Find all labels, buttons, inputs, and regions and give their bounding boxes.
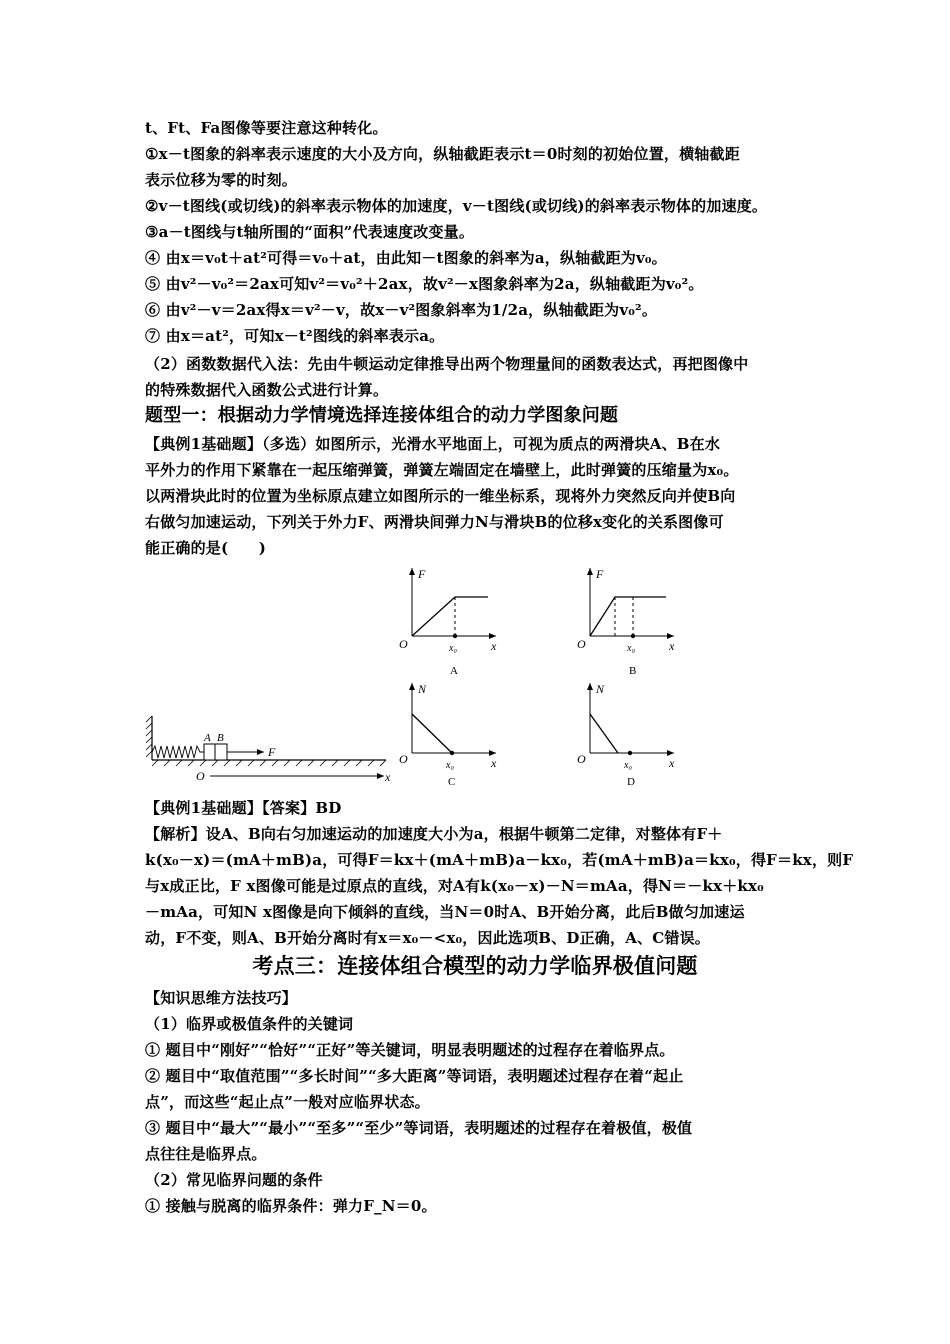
graph-d-origin: O xyxy=(577,752,586,766)
text-line: 表示位移为零的时刻。 xyxy=(145,171,298,189)
block-b-label: B xyxy=(217,732,224,744)
graph-c xyxy=(399,682,497,788)
explanation-line: 与x成正比，F x图像可能是过原点的直线，对A有k(x₀－x)－N＝mAa，得N＝－kx＋kx₀ xyxy=(145,877,764,895)
question-line: 能正确的是( ) xyxy=(145,539,266,557)
explanation-line: k(x₀－x)＝(mA＋mB)a，可得F＝kx＋(mA＋mB)a－kx₀，若(mA＋mB)a＝kx₀，得F＝kx，则F xyxy=(145,851,854,869)
explanation-line: 【解析】设A、B向右匀加速运动的加速度大小为a，根据牛顿第二定律，对整体有F＋ xyxy=(145,825,723,843)
question-line: 以两滑块此时的位置为坐标原点建立如图所示的一维坐标系，现将外力突然反向并使B向 xyxy=(145,487,736,505)
graph-b-ylabel: F xyxy=(596,567,604,581)
text-line: ① 接触与脱离的临界条件：弹力F_N＝0。 xyxy=(145,1197,437,1215)
graph-c-caption: C xyxy=(448,776,456,788)
text-line: ⑤ 由v²－v₀²＝2ax可知v²＝v₀²＋2ax，故v²－x图象斜率为2a，纵轴截距为v₀²。 xyxy=(145,275,704,293)
text-line: t、Ft、Fa图像等要注意这种转化。 xyxy=(145,119,388,137)
text-line: ③ 题目中“最大”“最小”“至多”“至少”等词语，表明题述的过程存在着极值，极值 xyxy=(145,1119,693,1137)
graph-c-xlabel: x xyxy=(491,756,497,770)
block-a-label: A xyxy=(204,732,211,744)
answer-line: 【典例1基础题】【答案】BD xyxy=(145,799,342,817)
question-line: 平外力的作用下紧靠在一起压缩弹簧，弹簧左端固定在墙壁上，此时弹簧的压缩量为x₀。 xyxy=(145,461,739,479)
text-line: 【知识思维方法技巧】 xyxy=(145,989,298,1007)
explanation-line: －mAa，可知N x图像是向下倾斜的直线，当N＝0时A、B开始分离，此后B做匀加速运 xyxy=(145,903,745,921)
question-line: 【典例1基础题】（多选）如图所示，光滑水平地面上，可视为质点的两滑块A、B在水 xyxy=(145,435,721,453)
graph-a-ylabel: F xyxy=(418,567,426,581)
graph-d-caption: D xyxy=(627,776,635,788)
graph-b-origin: O xyxy=(577,637,586,651)
graph-d-tick: x₀ xyxy=(624,760,632,771)
text-line: 点往往是临界点。 xyxy=(145,1145,267,1163)
graph-b-tick: x₀ xyxy=(627,643,635,654)
graph-a-caption: A xyxy=(450,665,458,677)
text-line: （1）临界或极值条件的关键词 xyxy=(145,1015,354,1033)
text-line: ① 题目中“刚好”“恰好”“正好”等关键词，明显表明题述的过程存在着临界点。 xyxy=(145,1041,675,1059)
explanation-line: 动，F不变，则A、B开始分离时有x＝x₀－<x₀，因此选项B、D正确，A、C错误。 xyxy=(145,929,710,947)
text-line: ② 题目中“取值范围”“多长时间”“多大距离”等词语，表明题述过程存在着“起止 xyxy=(145,1067,684,1085)
text-line: （2）函数数据代入法：先由牛顿运动定律推导出两个物理量间的函数表达式，再把图像中 xyxy=(145,355,749,373)
setup-diagram xyxy=(146,716,391,784)
text-line: 的特殊数据代入函数公式进行计算。 xyxy=(145,381,389,399)
graph-d xyxy=(577,682,675,788)
text-line: ⑦ 由x＝at²，可知x－t²图线的斜率表示a。 xyxy=(145,327,445,345)
setup-origin: O xyxy=(196,769,205,783)
text-line: ④ 由x＝v₀t＋at²可得＝v₀＋at，由此知－t图象的斜率为a，纵轴截距为v₀。 xyxy=(145,249,667,267)
graph-a-tick: x₀ xyxy=(449,643,457,654)
text-line: ⑥ 由v²－v＝2ax得x＝v²－v，故x－v²图象斜率为1/2a，纵轴截距为v₀²。 xyxy=(145,301,658,319)
text-line: 点”，而这些“起止点”一般对应临界状态。 xyxy=(145,1093,430,1111)
graph-c-origin: O xyxy=(399,752,408,766)
setup-axis: x xyxy=(385,770,391,784)
question-line: 右做匀加速运动，下列关于外力F、两滑块间弹力N与滑块B的位移x变化的关系图像可 xyxy=(145,513,724,531)
graph-b xyxy=(577,567,675,677)
section-heading: 题型一：根据动力学情境选择连接体组合的动力学图象问题 xyxy=(145,405,619,426)
text-line: ②v－t图线(或切线)的斜率表示物体的加速度，v－t图线(或切线)的斜率表示物体的加速度。 xyxy=(145,197,768,215)
section-heading: 考点三：连接体组合模型的动力学临界极值问题 xyxy=(252,954,698,978)
graph-a-xlabel: x xyxy=(491,639,497,653)
graph-d-ylabel: N xyxy=(596,682,605,696)
graph-a-origin: O xyxy=(399,637,408,651)
text-line: （2）常见临界问题的条件 xyxy=(145,1171,323,1189)
text-line: ①x－t图象的斜率表示速度的大小及方向，纵轴截距表示t＝0时刻的初始位置，横轴截距 xyxy=(145,145,740,163)
graph-c-tick: x₀ xyxy=(446,760,454,771)
graph-c-ylabel: N xyxy=(418,682,427,696)
text-line: ③a－t图线与t轴所围的“面积”代表速度改变量。 xyxy=(145,223,475,241)
graph-d-xlabel: x xyxy=(669,756,675,770)
graph-a xyxy=(399,567,497,677)
graph-b-caption: B xyxy=(629,665,637,677)
graph-b-xlabel: x xyxy=(669,639,675,653)
force-label: F xyxy=(268,745,276,759)
